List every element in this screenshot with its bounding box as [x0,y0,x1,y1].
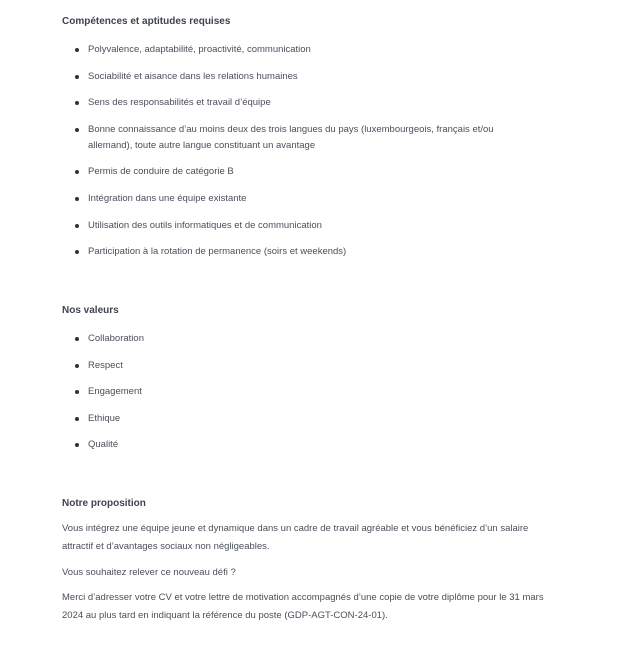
list-item [62,411,144,427]
bullet-dot [75,75,79,79]
bullet-dot [75,443,79,447]
bullet-dot [75,197,79,201]
list-item [62,437,144,453]
list-item [62,384,144,400]
application-instructions: Merci d’adresser votre CV et votre lettre de motivation accompagnés d’une copie de votre diplôme pour le 31 mars 2024 au plus tard en indiquant la référence du poste (GDP-AGT-CON-24-01). [62,592,544,621]
list-item [62,218,522,234]
list-item [62,244,522,260]
section-title-valeurs: Nos valeurs [62,305,119,316]
section-title-proposition: Notre proposition [62,498,146,509]
list-item [62,95,522,111]
list-item-text: Engagement [88,386,142,398]
list-item-text: Polyvalence, adaptabilité, proactivité, communication [88,44,311,55]
list-item-text: Bonne connaissance d’au moins deux des trois langues du pays (luxembourgeois, français et/ou allemand), toute autre langue constituant un avantage [88,123,494,151]
bullet-dot [75,364,79,368]
list-item-text: Collaboration [88,333,144,344]
bullet-dot [75,337,79,341]
list-item-text: Participation à la rotation de permanence (soirs et weekends) [88,246,347,258]
list-item [62,331,144,347]
list-item-text: Permis de conduire de catégorie B [88,166,234,178]
bullet-dot [75,250,79,254]
list-item-text: Sociabilité et aisance dans les relations humaines [88,70,298,82]
list-item-text: Utilisation des outils informatiques et de communication [88,219,322,231]
list-item [62,358,144,374]
proposition-question: Vous souhaitez relever ce nouveau défi ? [62,567,236,578]
list-item [62,122,522,154]
bullet-dot [75,101,79,105]
list-item [62,69,522,85]
bullet-dot [75,417,79,421]
list-item [62,191,522,207]
bullet-dot [75,224,79,228]
bullet-dot [75,48,79,52]
competences-list [62,42,522,271]
list-item-text: Respect [88,359,123,371]
bullet-dot [75,170,79,174]
proposition-paragraph: Vous intégrez une équipe jeune et dynamique dans un cadre de travail agréable et vous bénéficiez d’un salaire attractif et d’avantages sociaux non négligeables. [62,523,529,552]
list-item [62,42,522,58]
list-item [62,164,522,180]
section-title-competences: Compétences et aptitudes requises [62,16,231,27]
bullet-dot [75,390,79,394]
list-item-text: Sens des responsabilités et travail d’équipe [88,97,271,109]
list-item-text: Ethique [88,412,121,424]
valeurs-list [62,331,144,464]
bullet-dot [75,128,79,132]
list-item-text: Intégration dans une équipe existante [88,192,247,204]
list-item-text: Qualité [88,439,119,451]
